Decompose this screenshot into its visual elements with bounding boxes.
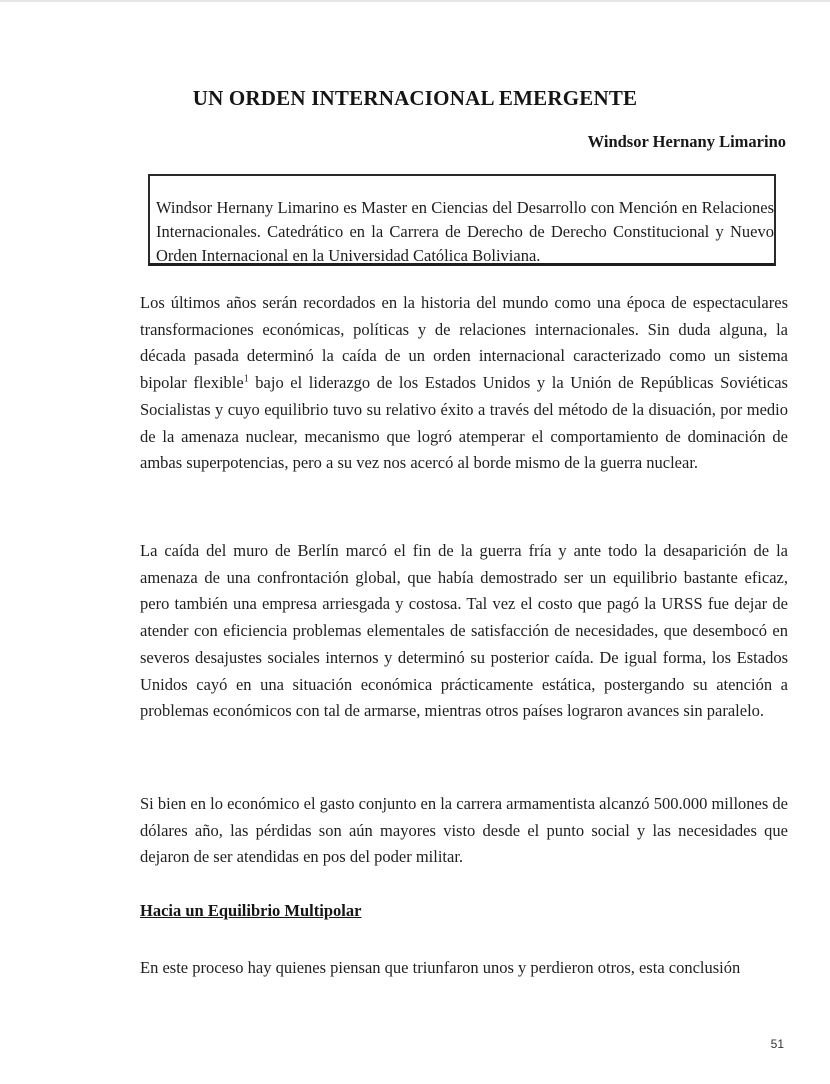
- page-number: 51: [770, 1037, 784, 1051]
- article-author: Windsor Hernany Limarino: [587, 132, 786, 151]
- body-paragraph-2: La caída del muro de Berlín marcó el fin de la guerra fría y ante todo la desaparición de la amenaza de una confrontación global, que había demostrado ser un equilibrio bastante eficaz, pero también una empresa arriesgada y costosa. Tal vez el costo que pagó la URSS fue dejar de atender con eficiencia problemas elementales de satisfacción de necesidades, que desembocó en severos desajustes sociales internos y determinó su posterior caída. De igual forma, los Estados Unidos cayó en una situación económica prácticamente estática, postergando su atención a problemas económicos con tal de armarse, mientras otros países lograron avances sin paralelo.: [140, 541, 788, 721]
- footnote-reference: 1: [243, 373, 249, 385]
- section-heading: Hacia un Equilibrio Multipolar: [140, 901, 362, 920]
- page-top-edge: [0, 0, 830, 2]
- body-paragraph-1: [140, 290, 788, 477]
- body-paragraph-4: En este proceso hay quienes piensan que triunfaron unos y perdieron otros, esta conclusión: [140, 958, 741, 977]
- author-bio-box: Windsor Hernany Limarino es Master en Ciencias del Desarrollo con Mención en Relaciones Internacionales. Catedrático en la Carrera de Derecho de Derecho Constitucional y Nuevo Orden Internacional en la Universidad Católica Boliviana.: [148, 174, 776, 266]
- paragraph-1-text-end: bajo el liderazgo de los Estados Unidos y la Unión de Repúblicas Soviéticas Socialistas y cuyo equilibrio tuvo su relativo éxito a través del método de la disuación, por medio de la amenaza nuclear, mecanismo que logró atemperar el comportamiento de dominación de ambas superpotencias, pero a su vez nos acercó al borde mismo de la guerra nuclear.: [140, 373, 788, 473]
- paragraph-1-text-start: Los últimos años serán recordados en la historia del mundo como una época de espectaculares transformaciones económicas, políticas y de relaciones internacionales. Sin duda alguna, la década pasada determinó la caída de un orden internacional caracterizado como un sistema bipolar flexible: [140, 293, 788, 393]
- body-paragraph-3: Si bien en lo económico el gasto conjunto en la carrera armamentista alcanzó 500.000 millones de dólares año, las pérdidas son aún mayores visto desde el punto social y las necesidades que dejaron de ser atendidas en pos del poder militar.: [140, 794, 788, 867]
- article-title: UN ORDEN INTERNACIONAL EMERGENTE: [192, 86, 638, 110]
